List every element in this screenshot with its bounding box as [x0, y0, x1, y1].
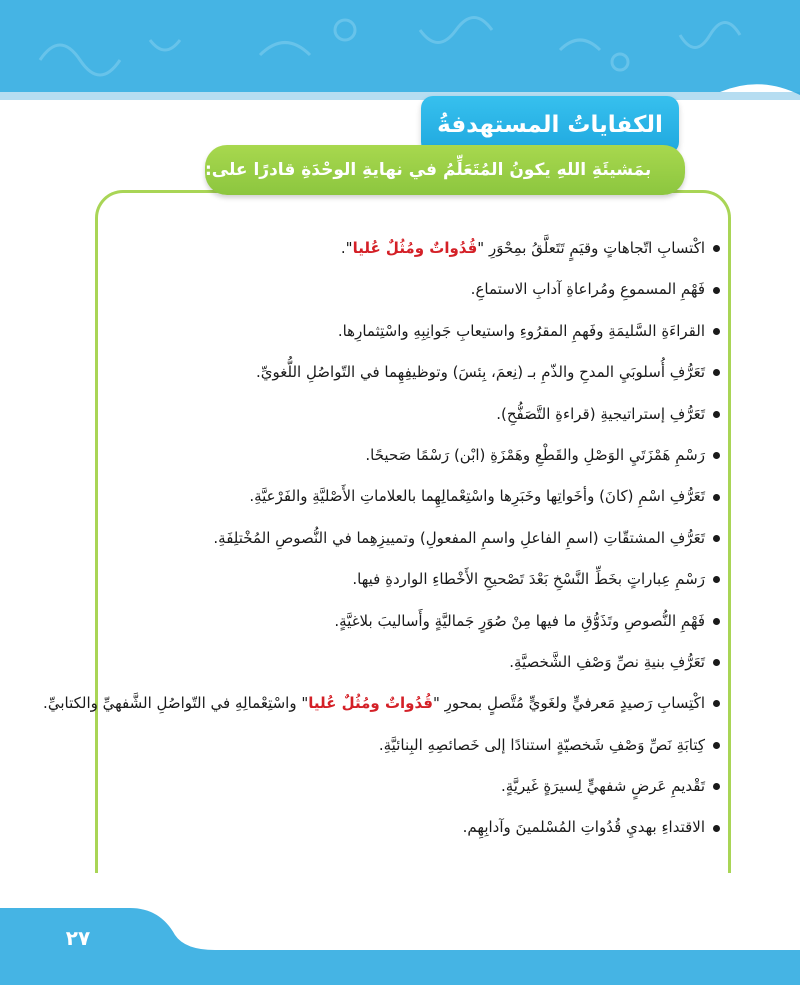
list-item: تَعَرُّفِ بنيةِ نصِّ وَصْفِ الشَّخصيَّةِ.	[60, 642, 720, 683]
page-number: ٢٧	[65, 926, 91, 950]
top-decorative-band	[0, 0, 800, 140]
bullet-icon	[713, 825, 720, 832]
list-item: كِتابَةِ نَصِّ وَصْفِ شَخصيّةٍ استنادًا إلى خَصائصِهِ البِنائيَّةِ.	[60, 725, 720, 766]
list-item: تَعَرُّفِ المشتقّاتِ (اسمِ الفاعلِ واسمِ المفعولِ) وتمييزِهِما في النُّصوصِ المُخْتلِفَةِ.	[60, 518, 720, 559]
list-item: اكْتسابِ اتّجاهاتٍ وقيَمٍ تَتَعلَّقُ بمِحْوَرِ "قُدُواتٌ ومُثُلٌ عُليا".	[60, 228, 720, 269]
bottom-decorative-band	[0, 880, 800, 985]
list-item: رَسْمِ عِباراتٍ بخَطِّ النَّسْخِ بَعْدَ تَصْحيحِ الأَخْطاءِ الواردةِ فيها.	[60, 559, 720, 600]
bullet-icon	[713, 576, 720, 583]
bullet-icon	[713, 535, 720, 542]
bullet-icon	[713, 659, 720, 666]
bullet-icon	[713, 287, 720, 294]
bullet-icon	[713, 742, 720, 749]
page-title: الكفاياتُ المستهدفةُ	[421, 96, 679, 154]
bullet-icon	[713, 328, 720, 335]
list-item: رَسْمِ هَمْزَتَيِ الوَصْلِ والقَطْعِ وهَمْزَةِ (ابْن) رَسْمًا صَحيحًا.	[60, 435, 720, 476]
subtitle-text: بمَشيئَةِ اللهِ يكونُ المُتَعَلِّمُ في نهايةِ الوحْدَةِ قادرًا على:	[205, 160, 652, 180]
list-item: اكْتِسابِ رَصيدٍ مَعرفيٍّ ولغَويٍّ مُتَّصلٍ بمحورِ "قُدُواتٌ ومُثُلٌ عُليا" واسْتِعْمالِهِ في التّواصُلِ الشَّفهيِّ والكتابيِّ.	[60, 683, 720, 724]
list-item: تَقْديمِ عَرضٍ شفهيٍّ لِسيرَةٍ غَيريَّةٍ.	[60, 766, 720, 807]
bullet-icon	[713, 494, 720, 501]
bullet-icon	[713, 369, 720, 376]
bottom-wave-shape	[0, 880, 800, 985]
bullet-icon	[713, 700, 720, 707]
bullet-icon	[713, 783, 720, 790]
list-item: تَعَرُّفِ إستراتيجيةِ (قراءةِ التَّصَفُّحِ).	[60, 394, 720, 435]
list-item: الاقتداءِ بهديِ قُدُواتِ المُسْلمينَ وآدابِهِم.	[60, 807, 720, 848]
list-item: تَعَرُّفِ أُسلوبَيِ المدحِ والذّمِ بـ (نِعمَ، بِئسَ) وتوظيفِهِما في التّواصُلِ اللُّغويِّ.	[60, 352, 720, 393]
top-wave-shape	[0, 0, 800, 140]
bullet-icon	[713, 245, 720, 252]
bullet-icon	[713, 618, 720, 625]
list-item: تَعَرُّفِ اسْمِ (كانَ) وأخَواتِها وخَبَرِها واسْتِعْمالِهِما بالعلاماتِ الأَصْليَّةِ والفَرْعيَّةِ.	[60, 476, 720, 517]
list-item: القراءَةِ السَّليمَةِ وفَهمِ المقرُوءِ واستيعابِ جَوانِبِهِ واسْتِثمارِها.	[60, 311, 720, 352]
list-item: فَهْمِ المسموعِ ومُراعاةِ آدابِ الاستماعِ.	[60, 269, 720, 310]
subtitle-bar	[205, 145, 685, 195]
competencies-list	[43, 228, 720, 849]
list-item: فَهْمِ النُّصوصِ وتَذَوُّقِ ما فيها مِنْ صُوَرٍ جَماليَّةٍ وأَساليبَ بلاغيَّةٍ.	[60, 601, 720, 642]
bullet-icon	[713, 411, 720, 418]
bullet-icon	[713, 452, 720, 459]
